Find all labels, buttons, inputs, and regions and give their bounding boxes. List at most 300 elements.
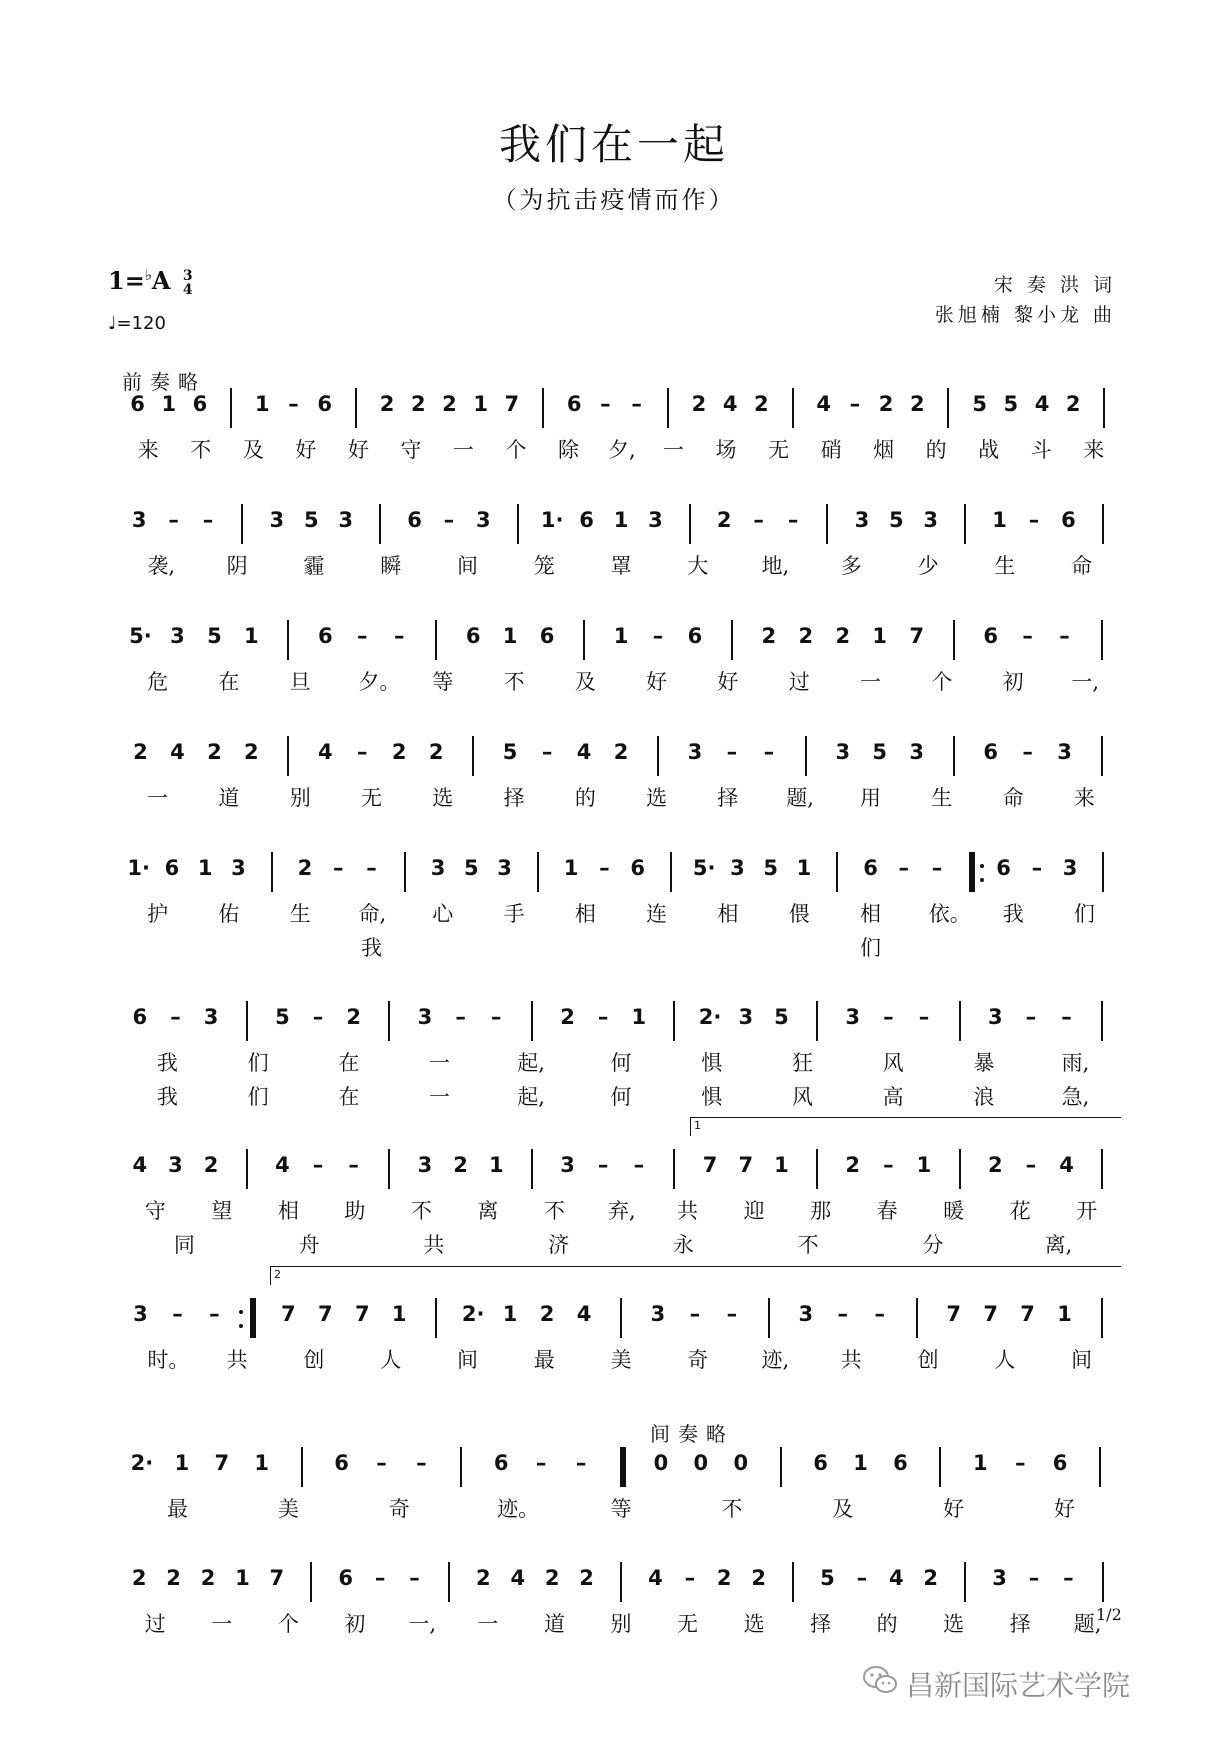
dash-extension: –: [575, 1451, 587, 1475]
lyric-char: 美: [277, 1497, 299, 1521]
dash-extension: –: [416, 1451, 427, 1475]
lyric-char: 永: [672, 1233, 694, 1257]
lyric-char: 霾: [303, 554, 325, 578]
barline: [964, 1562, 966, 1602]
lyric-char: 不: [190, 438, 212, 462]
note: 0: [693, 1451, 709, 1475]
barline: [673, 1149, 675, 1189]
barline: [404, 852, 406, 892]
barline: [246, 1149, 248, 1189]
lyric-char: 那: [810, 1199, 832, 1223]
note: 1·: [540, 508, 564, 532]
lyric-char: 一,: [1071, 670, 1100, 694]
repeat-dot: [980, 878, 984, 882]
barline: [620, 1298, 622, 1338]
note: 6: [579, 508, 594, 532]
note: 1: [563, 856, 579, 880]
lyric-char: 好: [1054, 1497, 1076, 1521]
note: 5: [872, 740, 888, 764]
barline: [388, 1149, 390, 1189]
note: 6: [317, 624, 333, 648]
note: 1: [235, 1566, 250, 1590]
song-subtitle: （为抗击疫情而作）: [492, 186, 736, 214]
interlude-label: 间奏略: [650, 1422, 734, 1446]
barline: [246, 1001, 248, 1041]
note: 7: [281, 1302, 296, 1326]
repeat-dot: [239, 1324, 243, 1328]
barline: [355, 388, 357, 428]
lyric-char: 美: [610, 1348, 632, 1372]
dash-extension: –: [374, 1566, 386, 1590]
note: 2: [539, 1302, 555, 1326]
barline: [537, 852, 539, 892]
note: 3: [650, 1302, 666, 1326]
note: 3: [909, 740, 925, 764]
note: 5: [820, 1566, 835, 1590]
note: 7: [1020, 1302, 1035, 1326]
volta-bracket: [690, 1117, 1121, 1136]
note: 1·: [127, 856, 150, 880]
dash-extension: –: [312, 1153, 324, 1177]
note: 1: [972, 1451, 988, 1475]
lyric-char: 时。: [147, 1348, 190, 1372]
volta-bracket: [270, 1266, 1121, 1285]
dash-extension: –: [357, 740, 368, 764]
note: 4: [170, 740, 185, 764]
note: 1: [774, 1153, 789, 1177]
composer-credit: 张旭楠 黎小龙 曲: [934, 304, 1116, 326]
lyric-char: 相: [717, 902, 739, 926]
note: 2: [428, 740, 444, 764]
note: 2: [244, 740, 259, 764]
lyric-char: 在: [338, 1051, 360, 1075]
note: 3: [687, 740, 703, 764]
flat-sign: ♭: [144, 266, 152, 284]
note: 5: [1003, 392, 1019, 416]
note: 2: [835, 624, 851, 648]
note: 2: [207, 740, 222, 764]
lyric-char: 风: [882, 1051, 904, 1075]
note: 6: [465, 624, 481, 648]
barline: [953, 620, 955, 660]
lyric-char: 题,: [1073, 1612, 1102, 1636]
lyric-char: 道: [218, 786, 240, 810]
note: 6: [539, 624, 555, 648]
note: 3: [338, 508, 353, 532]
note: 1: [916, 1153, 932, 1177]
note: 4: [1034, 392, 1050, 416]
lyric-char: 旦: [289, 670, 311, 694]
note: 2: [442, 392, 457, 416]
repeat-barline: [250, 1298, 256, 1338]
note: 3: [269, 508, 285, 532]
note: 2: [751, 1566, 766, 1590]
barline: [667, 388, 669, 428]
dash-extension: –: [631, 392, 642, 416]
note: 2: [909, 392, 925, 416]
lyric-char: 分: [922, 1233, 944, 1257]
note: 4: [132, 1153, 148, 1177]
barline: [792, 388, 794, 428]
lyric-char: 生: [931, 786, 953, 810]
lyric-char: 命: [1002, 786, 1024, 810]
score-system: [0, 392, 1228, 502]
lyric-char: 迹,: [761, 1348, 790, 1372]
watermark: 昌新国际艺术学院: [906, 1669, 1131, 1702]
lyric-char: 及: [242, 438, 264, 462]
lyric-char: 相: [574, 902, 596, 926]
note: 7: [702, 1153, 718, 1177]
lyric-char: 起,: [517, 1085, 545, 1109]
lyric-char: 择: [503, 786, 525, 810]
lyric-char: 一: [663, 438, 685, 462]
dash-extension: –: [1025, 1005, 1037, 1029]
lyric-char: 离,: [1044, 1233, 1073, 1257]
lyric-char: 守: [400, 438, 422, 462]
lyric-char: 战: [978, 438, 1000, 462]
note: 3: [170, 624, 185, 648]
lyric-char: 我: [1002, 902, 1024, 926]
barline: [1101, 1001, 1103, 1041]
lyric-char: 多: [840, 554, 862, 578]
lyric-char: 浪: [973, 1085, 995, 1109]
dash-extension: –: [455, 1005, 466, 1029]
barline: [472, 736, 474, 776]
score-system: [0, 1005, 1228, 1115]
lyric-char: 奇: [388, 1497, 410, 1521]
lyric-char: 惧: [701, 1051, 723, 1075]
key-signature: [108, 266, 193, 297]
barline: [947, 388, 949, 428]
dash-extension: –: [1014, 1451, 1026, 1475]
lyric-char: 不: [503, 670, 525, 694]
note: 6: [334, 1451, 349, 1475]
dash-extension: –: [1061, 1005, 1072, 1029]
barline: [1101, 620, 1103, 660]
barline: [939, 1447, 941, 1487]
note: 3: [992, 1566, 1007, 1590]
note: 5: [972, 392, 987, 416]
dash-extension: –: [443, 508, 455, 532]
dash-extension: –: [1028, 1566, 1040, 1590]
lyric-char: 一: [452, 438, 474, 462]
note: 6: [630, 856, 645, 880]
lyric-char: 人: [994, 1348, 1016, 1372]
lyric-char: 选: [943, 1612, 965, 1636]
barline: [673, 1001, 675, 1041]
lyric-char: 护: [147, 902, 169, 926]
barline: [435, 620, 437, 660]
lyric-char: 好: [347, 438, 369, 462]
note: 7: [946, 1302, 961, 1326]
lyric-char: 择: [810, 1612, 832, 1636]
note: 4: [576, 740, 592, 764]
barline: [301, 1447, 303, 1487]
note: 3: [798, 1302, 814, 1326]
lyric-char: 题,: [786, 786, 814, 810]
note: 6: [132, 1005, 148, 1029]
note: 7: [983, 1302, 998, 1326]
lyric-char: 依。: [928, 902, 971, 926]
lyric-char: 在: [218, 670, 240, 694]
note: 2: [691, 392, 707, 416]
note: 7: [909, 624, 925, 648]
dash-extension: –: [376, 1451, 387, 1475]
score-system: [0, 1268, 1228, 1412]
note: 4: [888, 1566, 904, 1590]
dash-extension: –: [787, 508, 799, 532]
lyric-char: 暴: [973, 1051, 995, 1075]
lyric-char: 望: [211, 1199, 233, 1223]
note: 3: [1062, 856, 1078, 880]
barline: [448, 1562, 450, 1602]
barline: [1099, 1447, 1101, 1487]
lyric-char: 命,: [358, 902, 387, 926]
note: 2·: [461, 1302, 485, 1326]
lyric-char: 我: [361, 936, 382, 960]
barline: [287, 736, 289, 776]
note: 1: [174, 1451, 190, 1475]
lyric-char: 来: [1073, 786, 1095, 810]
note: 2: [410, 392, 426, 416]
lyric-char: 共: [226, 1348, 248, 1372]
dash-extension: –: [856, 1566, 868, 1590]
note: 6: [893, 1451, 908, 1475]
note: 4: [510, 1566, 526, 1590]
note: 1: [992, 508, 1007, 532]
note: 2: [166, 1566, 181, 1590]
barline: [435, 1298, 437, 1338]
barline: [964, 504, 966, 544]
lyric-char: 我: [156, 1085, 178, 1109]
note: 2: [1065, 392, 1081, 416]
tempo-mark: ♩=120: [108, 313, 166, 334]
lyric-char: 最: [166, 1497, 188, 1521]
dash-extension: –: [931, 856, 943, 880]
note: 7: [317, 1302, 333, 1326]
volta-number: 2: [274, 1268, 281, 1281]
note: 1: [502, 1302, 518, 1326]
dash-extension: –: [168, 508, 179, 532]
lyric-char: 生: [994, 554, 1016, 578]
note: 4: [816, 392, 832, 416]
lyric-char: 最: [533, 1348, 555, 1372]
barline: [310, 1562, 312, 1602]
dash-extension: –: [357, 624, 368, 648]
key-note: A: [151, 266, 171, 295]
lyric-char: 不: [543, 1199, 565, 1223]
note: 3: [417, 1153, 433, 1177]
barline: [1101, 1298, 1103, 1338]
note: 3: [1057, 740, 1072, 764]
dash-extension: –: [726, 740, 738, 764]
dash-extension: –: [288, 392, 299, 416]
lyric-char: 大: [687, 554, 709, 578]
lyric-char: 及: [832, 1497, 854, 1521]
dash-extension: –: [312, 1005, 324, 1029]
note: 1: [161, 392, 177, 416]
lyric-char: 场: [715, 438, 737, 462]
lyric-char: 无: [768, 438, 790, 462]
note: 1: [796, 856, 812, 880]
lyric-char: 选: [432, 786, 454, 810]
dash-extension: –: [366, 856, 377, 880]
key-prefix: 1=: [108, 266, 145, 295]
dash-extension: –: [684, 1566, 696, 1590]
lyric-char: 狂: [791, 1051, 813, 1075]
lyric-char: 偎: [788, 902, 810, 926]
note: 6: [863, 856, 878, 880]
lyric-char: 瞬: [380, 554, 402, 578]
note: 3: [430, 856, 446, 880]
note: 6: [407, 508, 422, 532]
note: 1: [872, 624, 888, 648]
lyric-char: 等: [432, 670, 454, 694]
lyric-char: 相: [277, 1199, 299, 1223]
barline: [271, 852, 273, 892]
note: 2: [761, 624, 777, 648]
note: 6: [164, 856, 180, 880]
song-title: 我们在一起: [498, 120, 729, 169]
note: 2: [200, 1566, 216, 1590]
lyric-char: 选: [646, 786, 668, 810]
note: 3: [854, 508, 870, 532]
time-bottom: 4: [182, 281, 193, 298]
note: 7: [738, 1153, 754, 1177]
note: 2: [379, 392, 395, 416]
note: 2: [297, 856, 313, 880]
lyric-char: 的: [876, 1612, 898, 1636]
repeat-barline: [969, 852, 975, 892]
barline: [959, 1001, 961, 1041]
note: 4: [722, 392, 738, 416]
lyric-char: 个: [505, 438, 527, 462]
note: 6: [996, 856, 1011, 880]
lyric-char: 一: [860, 670, 881, 694]
barline: [517, 504, 519, 544]
note: 2: [133, 740, 148, 764]
note: 5·: [129, 624, 152, 648]
note: 5·: [692, 856, 716, 880]
barline: [460, 1447, 462, 1487]
dash-extension: –: [1022, 740, 1033, 764]
lyric-char: 济: [548, 1233, 570, 1257]
lyric-char: 间: [1071, 1348, 1093, 1372]
lyric-char: 笼: [533, 554, 555, 578]
lyric-char: 奇: [687, 1348, 709, 1372]
lyric-char: 们: [247, 1085, 269, 1109]
dash-extension: –: [170, 1005, 181, 1029]
dash-extension: –: [597, 1005, 609, 1029]
lyric-char: 急,: [1061, 1085, 1090, 1109]
note: 2: [845, 1153, 860, 1177]
lyric-char: 择: [1009, 1612, 1031, 1636]
note: 6: [338, 1566, 353, 1590]
barline: [241, 504, 243, 544]
note: 5: [774, 1005, 789, 1029]
note: 5: [207, 624, 222, 648]
lyric-char: 暖: [943, 1199, 965, 1223]
dash-extension: –: [849, 392, 861, 416]
note: 7: [214, 1451, 230, 1475]
note: 5: [888, 508, 904, 532]
lyric-char: 花: [1009, 1199, 1031, 1223]
note: 2: [544, 1566, 560, 1590]
lyric-char: 连: [646, 902, 668, 926]
dash-extension: –: [1022, 624, 1033, 648]
note: 6: [983, 624, 998, 648]
dash-extension: –: [1059, 624, 1070, 648]
barline: [379, 504, 381, 544]
dash-extension: –: [1028, 508, 1040, 532]
lyric-char: 不: [797, 1233, 819, 1257]
dash-extension: –: [491, 1005, 502, 1029]
barline: [816, 1149, 818, 1189]
dash-extension: –: [883, 1153, 894, 1177]
lyric-char: 好: [646, 670, 668, 694]
lyric-char: 夕。: [358, 670, 401, 694]
lyric-char: 斗: [1030, 438, 1052, 462]
lyric-char: 危: [147, 670, 169, 694]
lyric-char: 及: [574, 670, 596, 694]
barline: [792, 1562, 794, 1602]
lyric-char: 地,: [761, 554, 790, 578]
note: 3: [648, 508, 663, 532]
repeat-barline: [620, 1447, 626, 1487]
page-number: 1/2: [1096, 1605, 1122, 1624]
note: 5: [763, 856, 778, 880]
note: 3: [730, 856, 745, 880]
lyric-char: 初: [1002, 670, 1024, 694]
note: 2: [716, 508, 732, 532]
lyric-char: 惧: [701, 1085, 723, 1109]
time-top: 3: [182, 267, 193, 284]
barline: [816, 1001, 818, 1041]
lyric-char: 的: [925, 438, 947, 462]
lyric-char: 创: [303, 1348, 325, 1372]
dash-extension: –: [874, 1302, 885, 1326]
note: 7: [269, 1566, 285, 1590]
lyric-char: 来: [1083, 438, 1105, 462]
lyric-char: 相: [860, 902, 881, 926]
note: 2: [613, 740, 629, 764]
lyricist-credit: 宋 奏 洪 词: [993, 274, 1116, 296]
note: 4: [1059, 1153, 1074, 1177]
note: 2: [754, 392, 769, 416]
volta-number: 1: [694, 1119, 701, 1132]
lyric-char: 不: [410, 1199, 432, 1223]
note: 2: [453, 1153, 468, 1177]
lyric-char: 心: [432, 902, 454, 926]
lyric-char: 好: [717, 670, 739, 694]
score-system: [0, 856, 1228, 966]
lyric-char: 过: [788, 670, 810, 694]
dash-extension: –: [599, 856, 610, 880]
lyric-char: 一: [429, 1085, 451, 1109]
lyric-char: 等: [610, 1497, 632, 1521]
lyric-char: 用: [860, 786, 881, 810]
barline: [620, 1562, 622, 1602]
note: 0: [733, 1451, 749, 1475]
dash-extension: –: [633, 1153, 645, 1177]
dash-extension: –: [172, 1302, 183, 1326]
lyric-char: 择: [717, 786, 739, 810]
note: 3: [987, 1005, 1003, 1029]
lyric-char: 舟: [298, 1233, 320, 1257]
note: 1: [613, 508, 629, 532]
note: 6: [983, 740, 998, 764]
lyric-char: 们: [247, 1051, 269, 1075]
